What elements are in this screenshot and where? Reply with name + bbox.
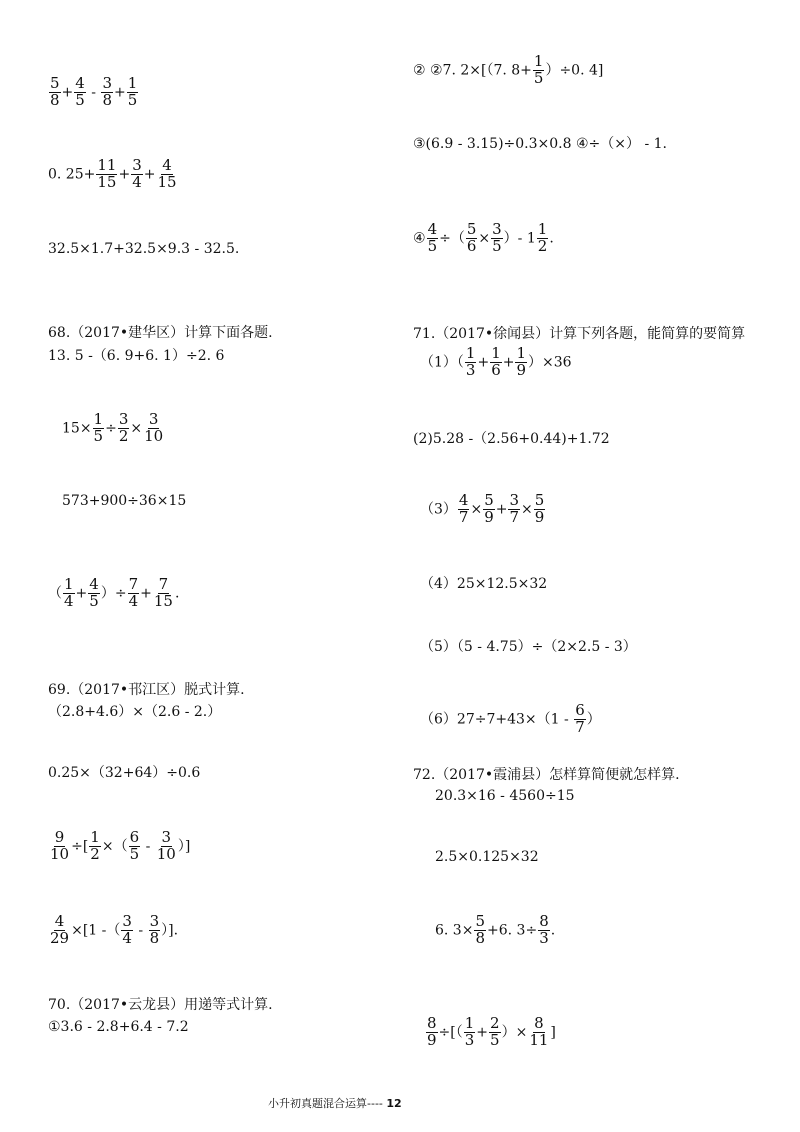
fraction: $\frac{5}{9}$ [534,491,545,526]
fraction: $\frac{1}{4}$ [64,575,74,610]
fraction: $\frac{1}{5}$ [533,52,544,87]
fraction: $\frac{3}{10}$ [156,828,176,863]
question-72-line1: 20.3×16 - 4560÷15 [435,788,575,804]
fraction: $\frac{3}{8}$ [149,912,160,947]
fraction: $\frac{1}{3}$ [464,1014,475,1049]
fraction: $\frac{3}{8}$ [102,74,113,109]
expr-right-1: ② ②7. 2×[（7. 8+ $\frac{1}{5}$ ）÷0. 4] [413,52,604,87]
question-69-expr3: $\frac{9}{10}$ ÷[ $\frac{1}{2}$ ×（ $\frac{6}{5}$ - $\frac{3}{10}$ ）] [50,828,191,863]
question-70-line1: ①3.6 - 2.8+6.4 - 7.2 [48,1019,189,1035]
question-72-expr4: $\frac{8}{9}$ ÷[（ $\frac{1}{3}$ + $\frac{2}{5}$ ）× $\frac{8}{11}$ ] [427,1014,556,1049]
expr-fraction-sum-1: $\frac{5}{8}$ + $\frac{4}{5}$ - $\frac{3}{8}$ + $\frac{1}{5}$ [50,74,138,109]
fraction: $\frac{4}{29}$ [50,912,70,947]
fraction: $\frac{5}{8}$ [50,74,60,109]
question-69-line1: （2.8+4.6）×（2.6 - 2.） [48,704,222,720]
fraction: $\frac{3}{5}$ [492,220,502,255]
fraction: $\frac{1}{5}$ [93,410,104,445]
question-69-expr4: $\frac{4}{29}$ ×[1 -（ $\frac{3}{4}$ - $\frac{3}{8}$ ）]. [50,912,179,947]
question-72-expr2: 2.5×0.125×32 [435,849,539,865]
fraction: $\frac{9}{10}$ [50,828,70,863]
question-71-title: 71.（2017•徐闻县）计算下列各题，能简算的要简算 [413,326,746,342]
fraction: $\frac{8}{11}$ [529,1014,549,1049]
fraction: $\frac{1}{5}$ [127,74,138,109]
fraction: $\frac{4}{15}$ [157,156,177,191]
fraction: $\frac{8}{9}$ [427,1014,437,1049]
fraction: $\frac{3}{4}$ [132,156,142,191]
fraction: $\frac{5}{6}$ [466,220,477,255]
question-70-title: 70.（2017•云龙县）用递等式计算. [48,997,273,1013]
question-68-expr4: （ $\frac{1}{4}$ + $\frac{4}{5}$ ）÷ $\frac{7}{4}$ + $\frac{7}{15}$ . [48,575,180,610]
fraction: $\frac{4}{5}$ [89,575,99,610]
fraction: $\frac{6}{5}$ [129,828,140,863]
question-72-title: 72.（2017•霞浦县）怎样算简便就怎样算. [413,767,680,783]
fraction: $\frac{7}{15}$ [153,575,173,610]
fraction: $\frac{3}{2}$ [118,410,129,445]
question-71-expr5: （5）（5 - 4.75）÷（2×2.5 - 3） [420,639,637,655]
fraction: $\frac{8}{3}$ [539,912,549,947]
fraction: $\frac{5}{9}$ [484,491,494,526]
question-69-expr2: 0.25×（32+64）÷0.6 [48,765,201,781]
fraction: $\frac{1}{2}$ [537,220,548,255]
fraction: $\frac{3}{4}$ [122,912,132,947]
page-footer: 小升初真题混合运算---- 12 [268,1097,402,1110]
fraction: $\frac{6}{7}$ [575,701,585,736]
question-69-title: 69.（2017•邗江区）脱式计算. [48,682,245,698]
question-68-expr2: 15× $\frac{1}{5}$ ÷ $\frac{3}{2}$ × $\frac{3}{10}$ [62,410,164,445]
question-68-line1: 13. 5 -（6. 9+6. 1）÷2. 6 [48,348,225,364]
fraction: $\frac{2}{5}$ [490,1014,500,1049]
fraction: $\frac{1}{9}$ [516,344,527,379]
fraction: $\frac{11}{15}$ [97,156,117,191]
fraction: $\frac{1}{6}$ [491,344,501,379]
fraction: $\frac{7}{4}$ [128,575,139,610]
expr-right-3: ④ $\frac{4}{5}$ ÷（ $\frac{5}{6}$ × $\frac{3}{5}$ ）- 1 $\frac{1}{2}$ . [413,220,554,255]
question-72-expr3: 6. 3× $\frac{5}{8}$ +6. 3÷ $\frac{8}{3}$ . [435,912,556,947]
page-number: 12 [386,1097,402,1110]
expr-fraction-sum-2: 0. 25+ $\frac{11}{15}$ + $\frac{3}{4}$ + $\frac{4}{15}$ [48,156,177,191]
fraction: $\frac{3}{7}$ [509,491,520,526]
question-71-expr6: （6）27÷7+43×（1 - $\frac{6}{7}$ ） [420,701,601,736]
question-71-expr4: （4）25×12.5×32 [420,576,548,592]
fraction: $\frac{4}{5}$ [427,220,438,255]
expr-decimal-1: 32.5×1.7+32.5×9.3 - 32.5. [48,241,240,257]
question-68-title: 68.（2017•建华区）计算下面各题. [48,325,273,341]
question-68-expr3: 573+900÷36×15 [62,493,187,509]
expr-right-2: ③(6.9 - 3.15)÷0.3×0.8 ④÷（×） - 1. [413,136,667,152]
question-71-expr3: （3） $\frac{4}{7}$ × $\frac{5}{9}$ + $\frac{3}{7}$ × $\frac{5}{9}$ [420,491,545,526]
fraction: $\frac{1}{3}$ [465,344,476,379]
fraction: $\frac{5}{8}$ [475,912,485,947]
fraction: $\frac{4}{5}$ [75,74,85,109]
question-71-expr1: （1）（ $\frac{1}{3}$ + $\frac{1}{6}$ + $\frac{1}{9}$ ）×36 [420,344,572,379]
fraction: $\frac{3}{10}$ [144,410,164,445]
question-71-expr2: (2)5.28 -（2.56+0.44)+1.72 [413,431,610,447]
fraction: $\frac{4}{7}$ [458,491,469,526]
fraction: $\frac{1}{2}$ [90,828,100,863]
